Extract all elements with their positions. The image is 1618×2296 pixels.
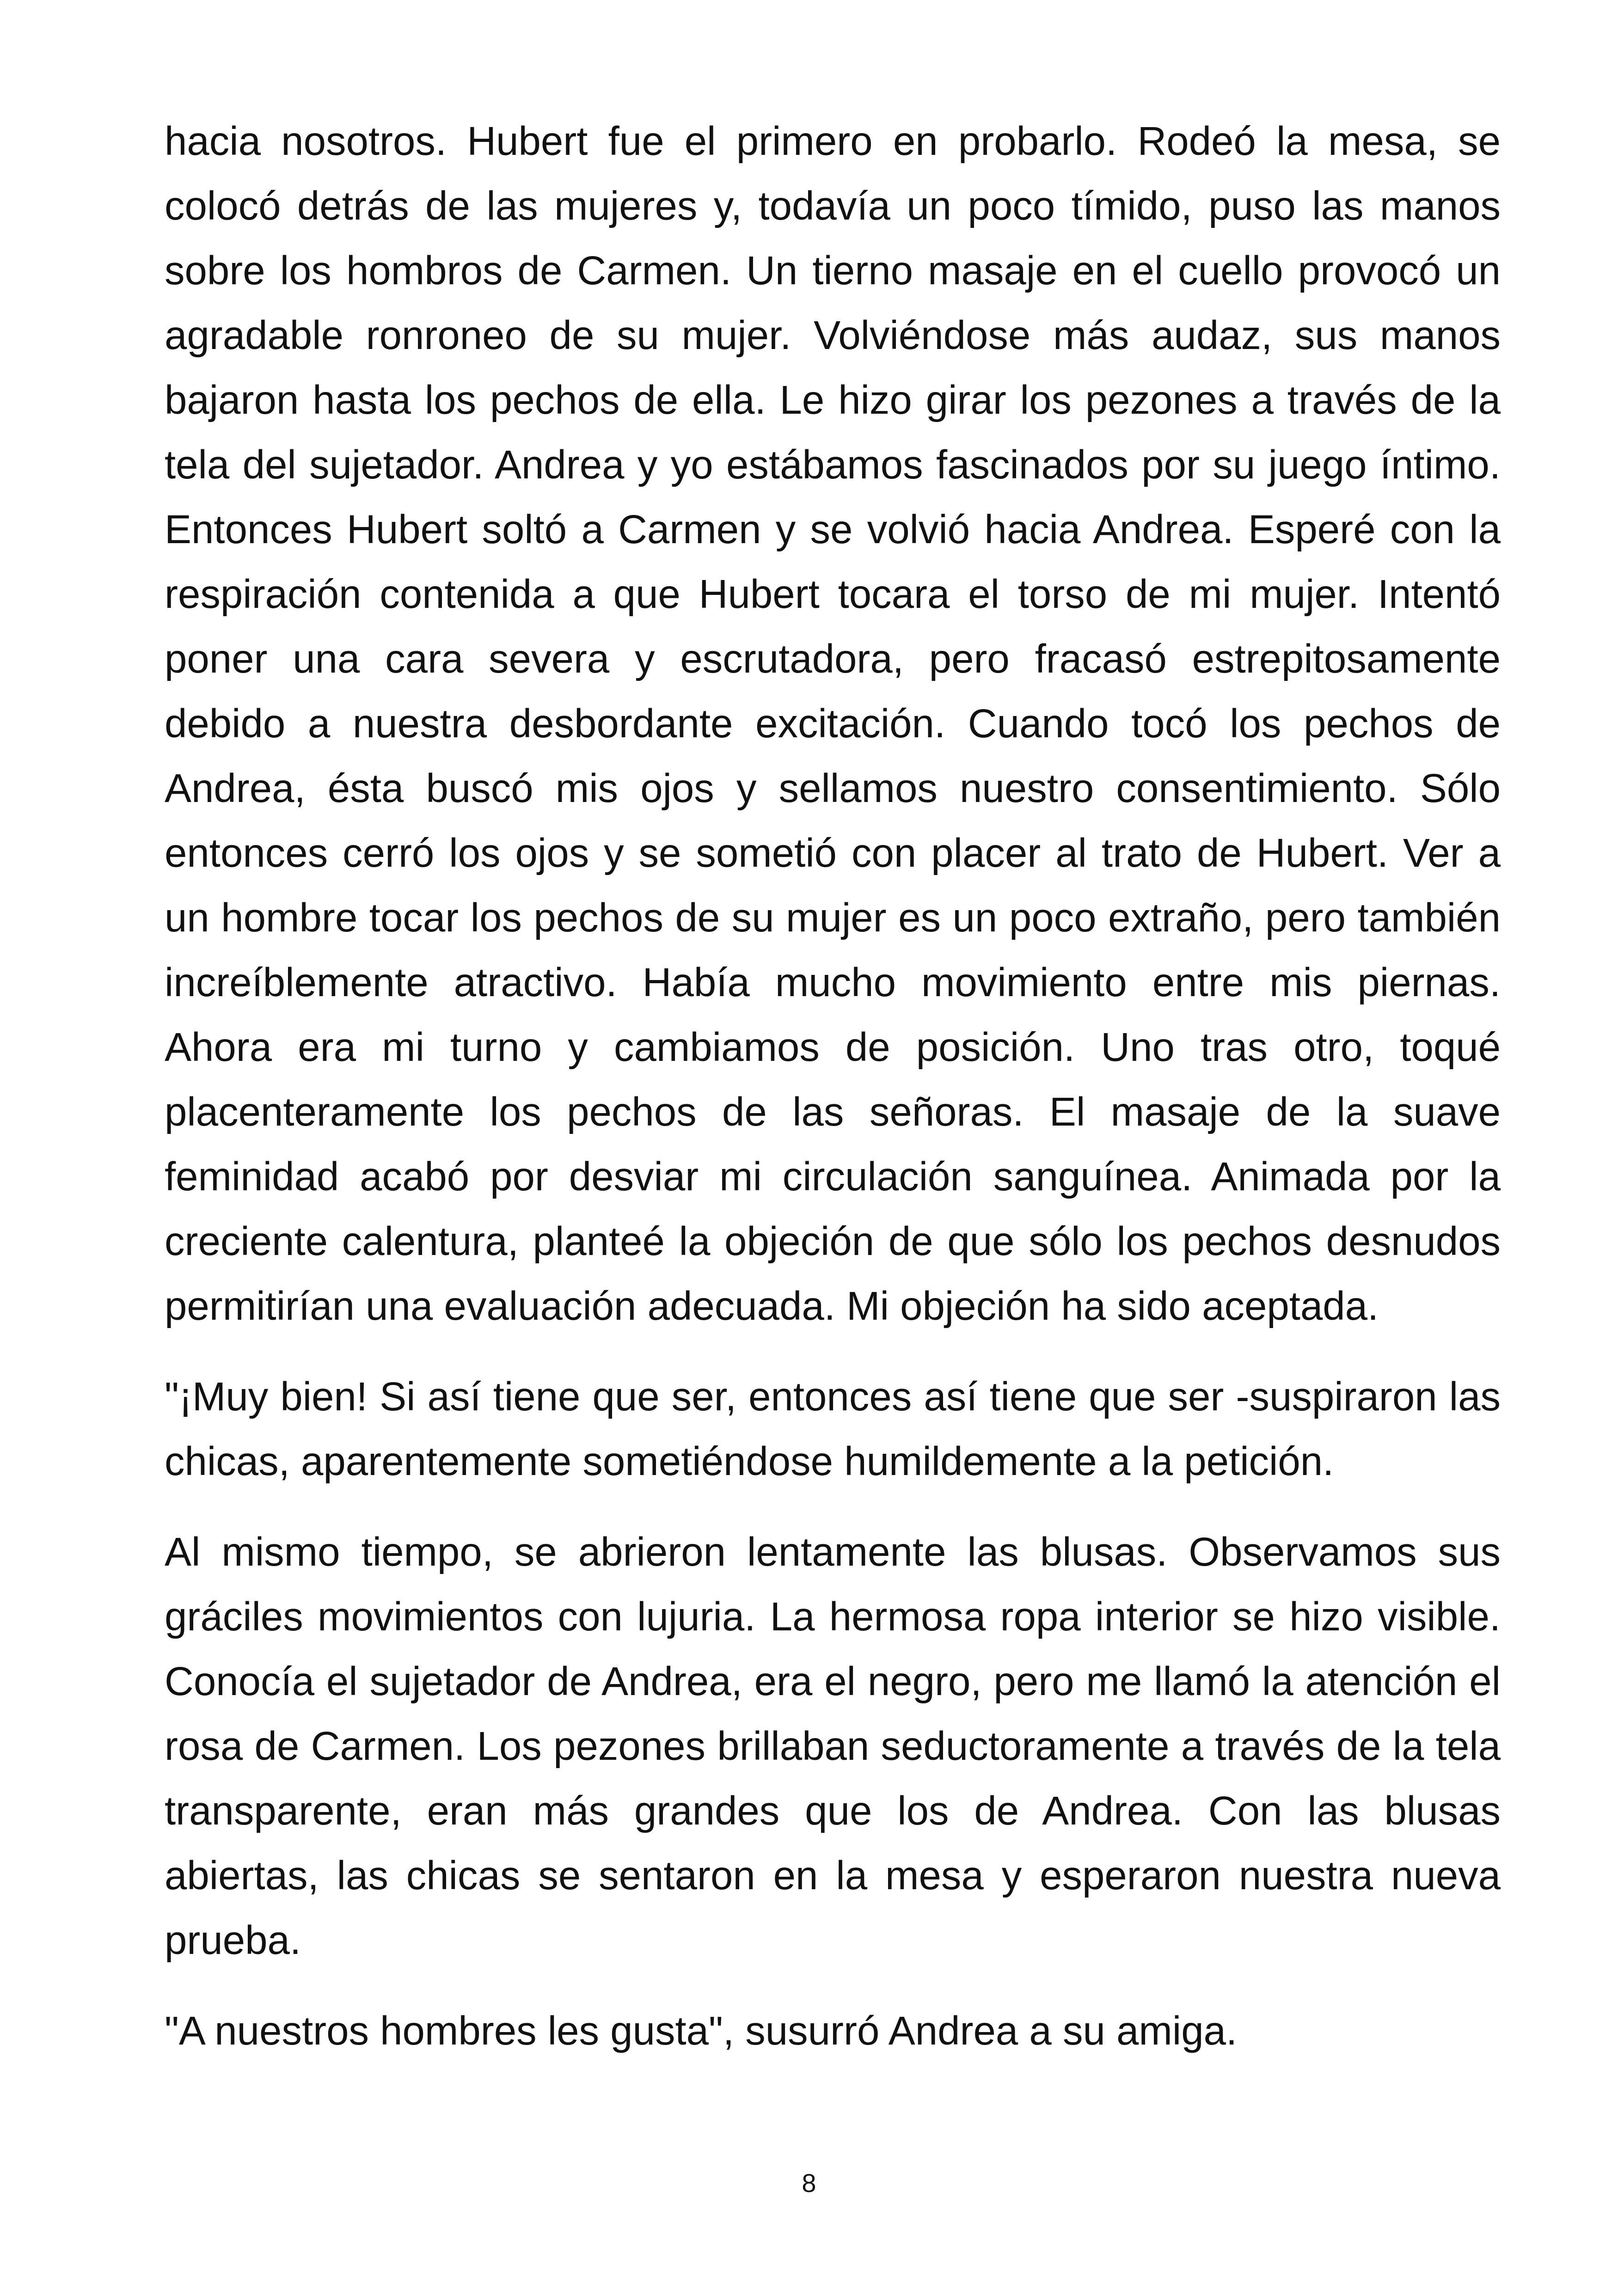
paragraph: Al mismo tiempo, se abrieron lentamente las blusas. Observamos sus gráciles movimientos con lujuria. La hermosa ropa interior se hizo visible. Conocía el sujetador de Andrea, era el negro, pero me llamó la atención el rosa de Carmen. Los pezones brillaban seductoramente a través de la tela transparente, eran más grandes que los de Andrea. Con las blusas abiertas, las chicas se sentaron en la mesa y esperaron nuestra nueva prueba.: [165, 1530, 1501, 1963]
body-text: [165, 109, 1501, 2089]
paragraph: hacia nosotros. Hubert fue el primero en probarlo. Rodeó la mesa, se colocó detrás de las mujeres y, todavía un poco tímido, puso las manos sobre los hombros de Carmen. Un tierno masaje en el cuello provocó un agradable ronroneo de su mujer. Volviéndose más audaz, sus manos bajaron hasta los pechos de ella. Le hizo girar los pezones a través de la tela del sujetador. Andrea y yo estábamos fascinados por su juego íntimo. Entonces Hubert soltó a Carmen y se volvió hacia Andrea. Esperé con la respiración contenida a que Hubert tocara el torso de mi mujer. Intentó poner una cara severa y escrutadora, pero fracasó estrepitosamente debido a nuestra desbordante excitación. Cuando tocó los pechos de Andrea, ésta buscó mis ojos y sellamos nuestro consentimiento. Sólo entonces cerró los ojos y se sometió con placer al trato de Hubert. Ver a un hombre tocar los pechos de su mujer es un poco extraño, pero también increíblemente atractivo. Había mucho movimiento entre mis piernas. Ahora era mi turno y cambiamos de posición. Uno tras otro, toqué placenteramente los pechos de las señoras. El masaje de la suave feminidad acabó por desviar mi circulación sanguínea. Animada por la creciente calentura, planteé la objeción de que sólo los pechos desnudos permitirían una evaluación adecuada. Mi objeción ha sido aceptada.: [165, 119, 1501, 1329]
page-number: 8: [802, 2168, 816, 2198]
paragraph: "¡Muy bien! Si así tiene que ser, entonces así tiene que ser -suspiraron las chicas, aparentemente sometiéndose humildemente a la petición.: [165, 1374, 1501, 1484]
paragraph: "A nuestros hombres les gusta", susurró Andrea a su amiga.: [165, 2008, 1238, 2053]
